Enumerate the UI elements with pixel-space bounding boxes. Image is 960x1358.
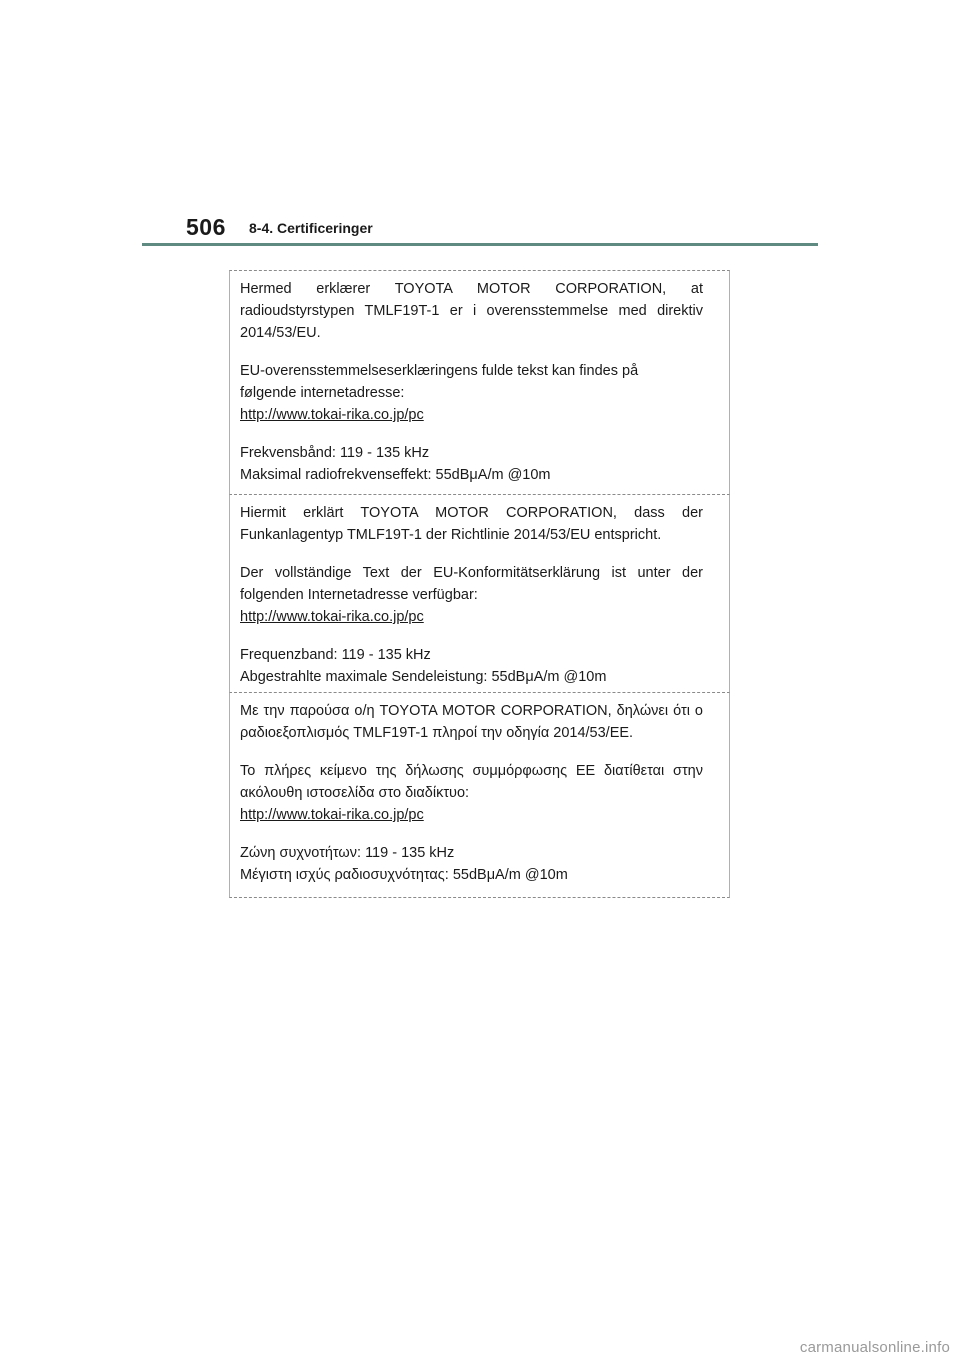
availability-block (240, 760, 703, 826)
declaration-text: Με την παρούσα ο/η TOYOTA MOTOR CORPORATION, δηλώνει ότι ο ραδιοεξοπλισμός TMLF19T-1 πληροί την οδηγία 2014/53/ΕΕ. (240, 703, 703, 741)
declaration-box-greek (229, 692, 730, 898)
availability-text: Το πλήρες κείμενο της δήλωσης συμμόρφωσης ΕΕ διατίθεται στην ακόλουθη ιστοσελίδα στο διαδίκτυο: (240, 763, 703, 801)
section-title: 8-4. Certificeringer (249, 220, 373, 236)
header-rule (142, 243, 818, 246)
availability-block (240, 562, 703, 628)
specifications (240, 442, 703, 486)
specifications (240, 842, 703, 886)
declaration-text: Hermed erklærer TOYOTA MOTOR CORPORATION, at radioudstyrstypen TMLF19T-1 er i overensstemmelse med direktiv 2014/53/EU. (240, 281, 703, 341)
declaration-link[interactable]: http://www.tokai-rika.co.jp/pc (240, 609, 424, 625)
availability-line-1: EU-overensstemmelseserklæringens fulde tekst kan findes på (240, 363, 639, 379)
availability-line-2: følgende internetadresse: (240, 385, 405, 401)
availability-text: Der vollständige Text der EU-Konformitätserklärung ist unter der folgenden Internetadresse verfügbar: (240, 565, 703, 603)
max-power: Maksimal radiofrekvenseffekt: 55dBμA/m @10m (240, 467, 551, 483)
frequency-band: Ζώνη συχνοτήτων: 119 - 135 kHz (240, 845, 455, 861)
frequency-band: Frequenzband: 119 - 135 kHz (240, 647, 431, 663)
availability-text (240, 360, 703, 426)
watermark: carmanualsonline.info (799, 1339, 950, 1356)
declaration-box-danish (229, 270, 730, 494)
page-number: 506 (186, 214, 226, 240)
declaration-link[interactable]: http://www.tokai-rika.co.jp/pc (240, 407, 424, 423)
frequency-band: Frekvensbånd: 119 - 135 kHz (240, 445, 430, 461)
max-power: Μέγιστη ισχύς ραδιοσυχνότητας: 55dBμA/m @10m (240, 867, 568, 883)
max-power: Abgestrahlte maximale Sendeleistung: 55dBμA/m @10m (240, 669, 607, 685)
declaration-link[interactable]: http://www.tokai-rika.co.jp/pc (240, 807, 424, 823)
specifications (240, 644, 703, 688)
declaration-text: Hiermit erklärt TOYOTA MOTOR CORPORATION, dass der Funkanlagentyp TMLF19T-1 der Richtlinie 2014/53/EU entspricht. (240, 505, 703, 543)
declaration-box-german (229, 494, 730, 692)
